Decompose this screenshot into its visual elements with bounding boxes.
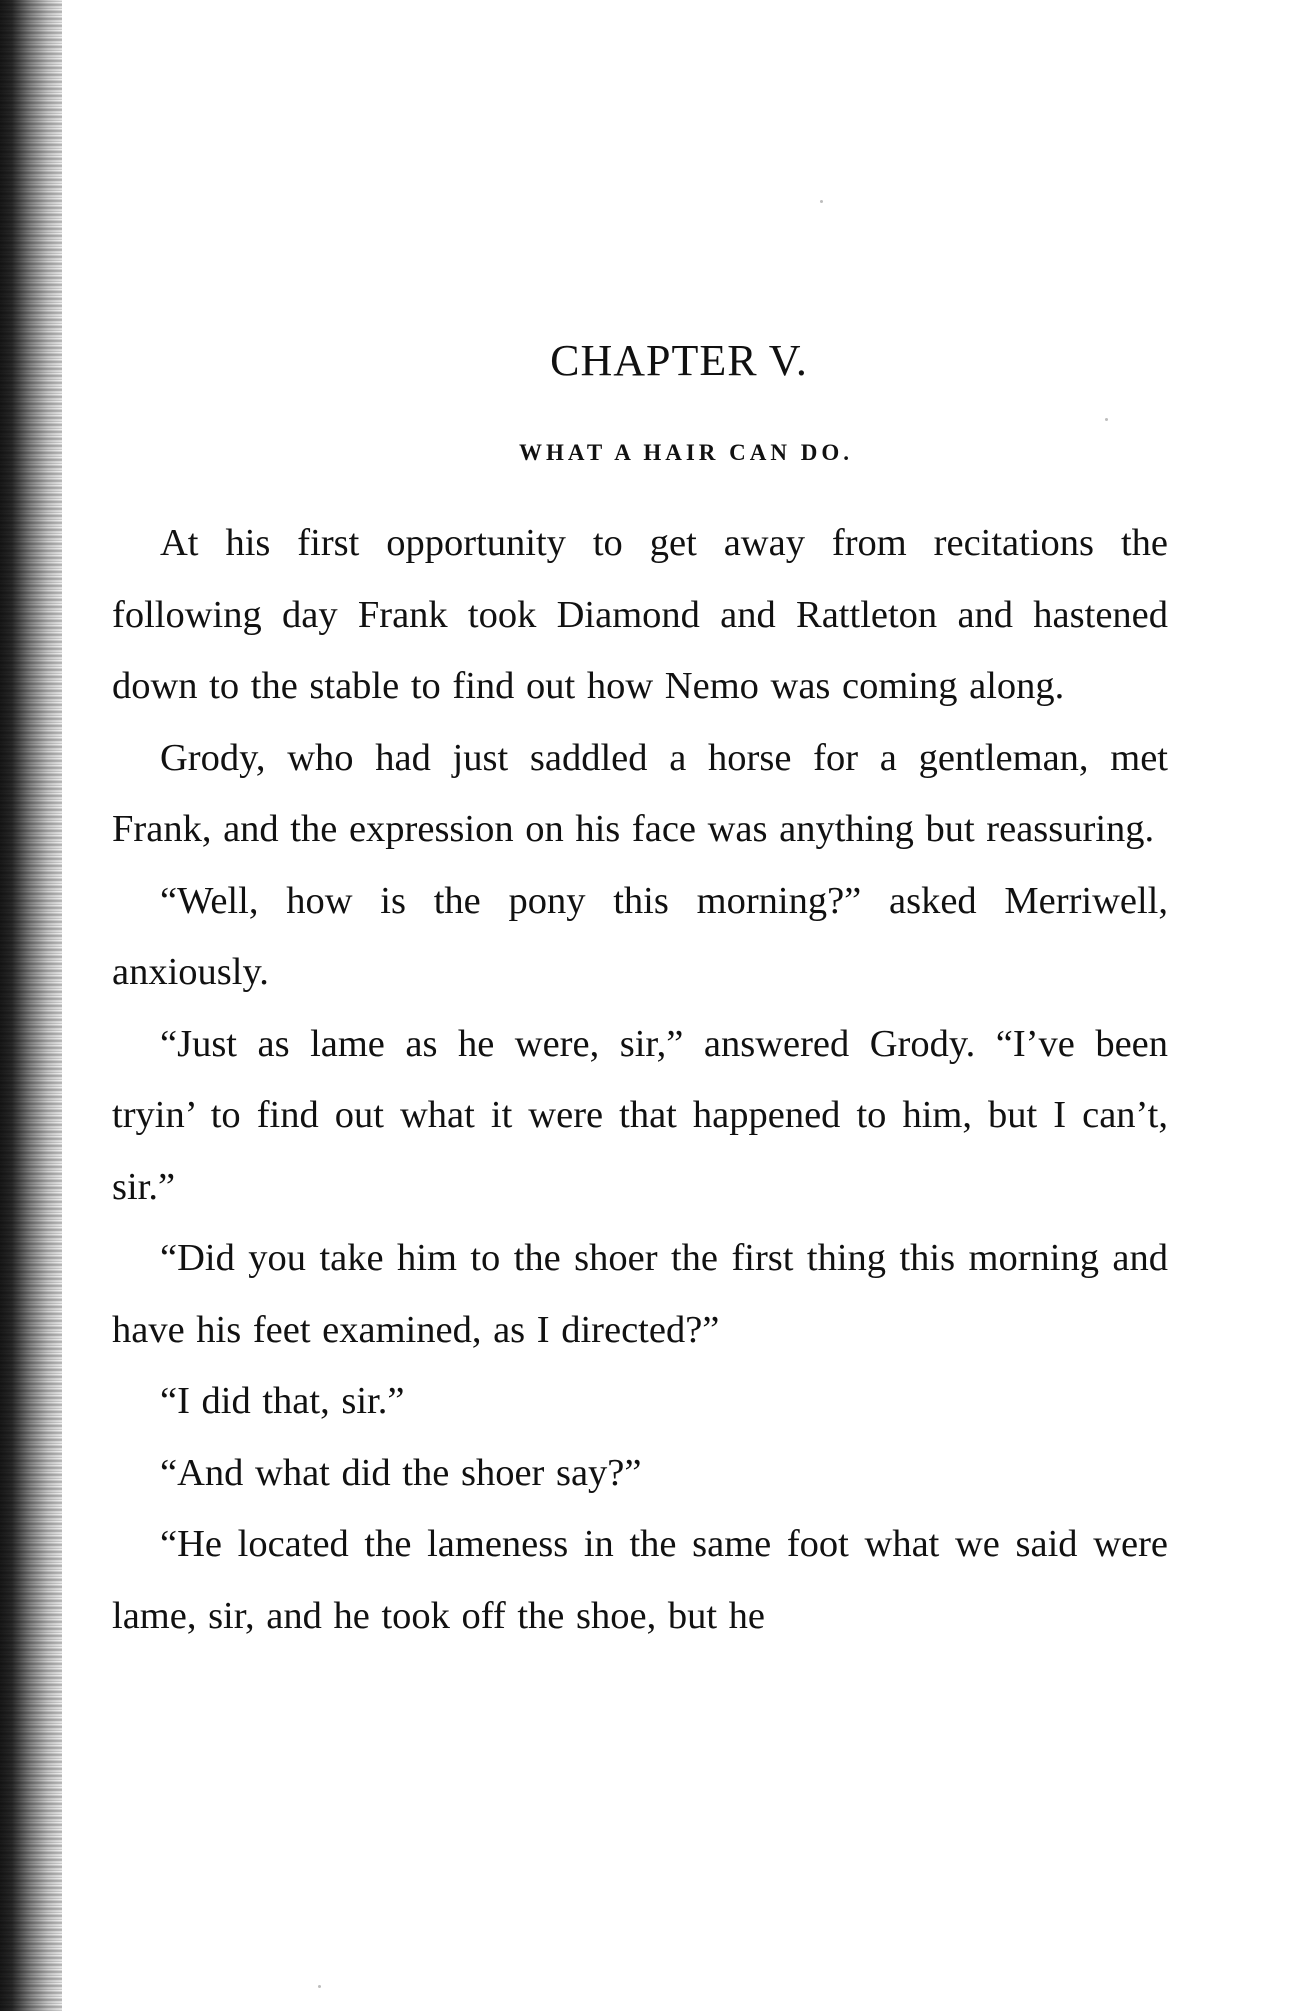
paragraph: “Did you take him to the shoer the first thing this morning and have his feet examined, as I directed?” [112,1237,1168,1351]
scan-speck [820,200,823,203]
paragraph: “He located the lameness in the same foot what we said were lame, sir, and he took off the shoe, but he [112,1523,1168,1637]
chapter-subtitle: WHAT A HAIR CAN DO. [519,440,853,465]
scanned-binding-edge [0,0,62,2011]
scan-speck [1105,418,1108,421]
chapter-title: CHAPTER V. [550,336,808,385]
paragraph: Grody, who had just saddled a horse for a gentleman, met Frank, and the expression on his face was anything but reassuring. [112,736,1168,850]
paragraph: “Well, how is the pony this morning?” asked Merriwell, anxiously. [112,879,1168,993]
chapter-body [112,508,1168,1652]
paragraph: At his first opportunity to get away from recitations the following day Frank took Diamond and Rattleton and hastened down to the stable to find out how Nemo was coming along. [112,522,1168,707]
paragraph: “Just as lame as he were, sir,” answered Grody. “I’ve been tryin’ to find out what it were that happened to him, but I can’t, sir.” [112,1022,1168,1208]
paragraph: “And what did the shoer say?” [160,1451,642,1494]
scan-speck [318,1985,321,1988]
paragraph: “I did that, sir.” [160,1380,405,1422]
